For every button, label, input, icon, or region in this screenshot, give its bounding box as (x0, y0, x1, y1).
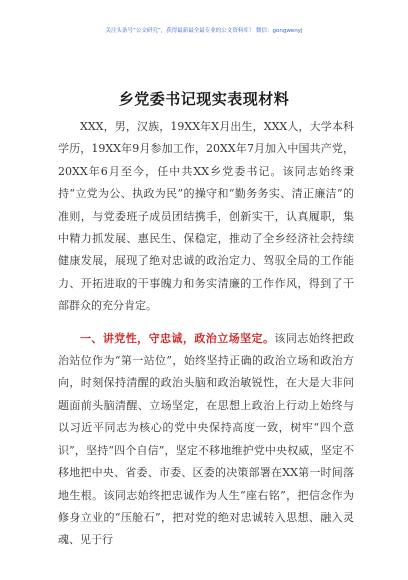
document-body (58, 116, 354, 562)
document-title: 乡党委书记现实表现材料 (118, 90, 290, 108)
header-banner: 关注头条号“公文研究”，获得最新最全最专业的公文资料库！ 微信：gongwenyj (105, 28, 303, 34)
intro-paragraph-text: XXX，男，汉族，19XX年X月出生，XXX人，大学本科学历，19XX年9月参加工作，20XX年7月加入中国共产党，20XX年6月至今，任中共XX乡党委书记。该同志始终秉持“立党为公、执政为民”的操守和“勤务务实、清正廉洁”的准则，与党委班子成员团结携手，创新实干，认真履职，集中精力抓发展、惠民生、保稳定，推动了全乡经济社会持续健康发展，展现了绝对忠诚的政治定力、驾驭全局的工作能力、开拓进取的干事魄力和务实清廉的工作作风，得到了干部群众的充分肯定。 (58, 120, 354, 313)
section-one-paragraph (58, 328, 354, 552)
section-one-heading: 一、讲党性，守忠诚，政治立场坚定。 (80, 331, 275, 345)
section-one-text: 该同志始终把政治站位作为“第一站位”，始终坚持正确的政治立场和政治方向，时刻保持清醒的政治头脑和政治敏锐性，在大是大非问题面前头脑清醒、立场坚定，在思想上政治上行动上始终与以习近平同志为核心的党中央保持高度一致，树牢“四个意识”，坚持“四个自信”，坚定不移地维护党中央权威，坚定不移地把中央、省委、市委、区委的决策部署在XX第一时间落地生根。该同志始终把忠诚作为人生“座右铭”，把信念作为修身立业的“压舱石”，把对党的绝对忠诚转入思想、融入灵魂、见于行 (58, 331, 354, 547)
intro-paragraph (58, 116, 354, 318)
